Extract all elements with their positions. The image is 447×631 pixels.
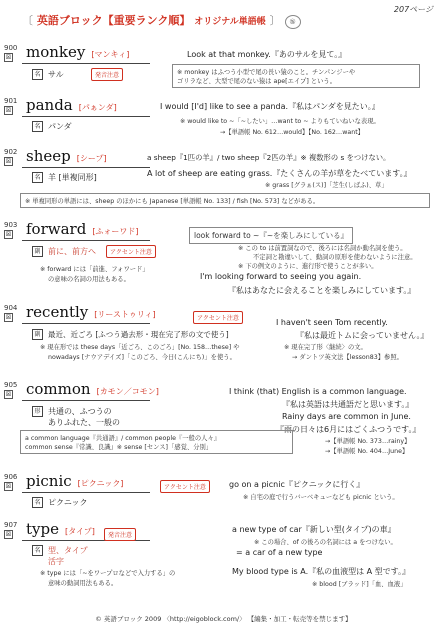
pronunciation-badge: 発音注意 [104,528,136,541]
part-of-speech: 副 [32,329,43,340]
accent-badge: アクセント注意 [106,245,156,258]
example-sentence: I think (that) English is a common language. [229,387,407,396]
entry-number: 905 [4,381,18,389]
example-sentence: I'm looking forward to seeing you again. [200,272,362,281]
note: ※ blood [ブラッド]「血、血液」 [312,581,407,588]
entry-number: 906 [4,473,18,481]
divider [22,400,150,401]
note: ※ would like to ~「~したい」…want to ~ よりもていねいな表現。 [180,118,380,125]
entry-number: 903 [4,221,18,229]
part-of-speech: 形 [32,406,43,417]
example-sentence: I would [I'd] like to see a panda.『私はパンダを見たい。』 [160,102,380,111]
note: ※ forward には「前進、フォワード」 [40,266,149,273]
page-number: 207ページ [393,5,433,14]
checkbox[interactable]: ☒ [5,158,12,165]
meaning: 活字 [48,557,64,566]
header-subtitle: オリジナル単語帳 [194,17,266,27]
checkbox[interactable]: ☒ [5,314,12,321]
divider [22,63,150,64]
example-sentence: Rainy days are common in June. [282,412,411,421]
meaning: サル [48,70,64,79]
meaning: 共通の、ふつうの [48,407,112,416]
part-of-speech: 名 [32,121,43,132]
note-box: ※ monkey はふつう小型で尾の長い猿のこと。チンパンジーや ゴリラなど、大型で尾のない猿は ape[エイプ] という。 [172,64,420,88]
note: ※ 現在完了形〈継続〉の文。 [284,344,367,351]
headword: forward [ふォーワド] [26,220,139,238]
page-header: 〔 英語ブロック【重要ランク順】 オリジナル単語帳 〕 ⑤ [22,12,432,30]
divider [22,167,150,168]
note: →【単語帳 No. 373…rainy】 [325,438,411,445]
entry-number: 902 [4,148,18,156]
example-sentence: A lot of sheep are eating grass.『たくさんの羊が草をたべています。』 [147,169,412,178]
divider [22,492,150,493]
meaning: ありふれた、一般の [48,418,120,427]
entry-number: 907 [4,521,18,529]
meaning: 羊 [単複同形] [48,173,97,182]
note: ※ 現在形では these days「近ごろ、このごろ」[No. 158…these] や [40,344,240,351]
phrase-box: look forward to ~『~を楽しみにしている』 [189,227,353,244]
header-title: 英語ブロック【重要ランク順】 [36,14,191,27]
part-of-speech: 名 [32,497,43,508]
example-sentence: = a car of a new type [236,548,323,557]
note: 意味の動詞用法もある。 [48,580,118,587]
note: ※ 自宅の庭で行うバーベキューなども picnic という。 [243,494,399,501]
note: → ダントツ英文法【lesson83】参照。 [292,354,403,361]
note: →【単語帳 No. 404…June】 [325,448,409,455]
checkbox[interactable]: ☒ [5,231,12,238]
footer: © 英語ブロック 2009 〈http://eigoblock.com/〉 【編集・加工・転売等を禁じます】 [95,615,352,623]
accent-badge: アクセント注意 [193,311,243,324]
checkbox[interactable]: ☒ [5,531,12,538]
note: →【単語帳 No. 612…would】【No. 162…want】 [220,129,364,136]
note: ※ この場合、of の後ろの名詞には a をつけない。 [254,539,397,546]
entry-number: 904 [4,304,18,312]
example-translation: 『私はあなたに会えることを楽しみにしています。』 [228,286,416,295]
divider [22,240,150,241]
example-sentence: I haven't seen Tom recently. [276,318,388,327]
headword: type [タイプ] [26,520,95,538]
entry-number: 901 [4,97,18,105]
example-sentence: My blood type is A.『私の血液型は A 型です。』 [232,567,411,576]
divider [22,323,150,324]
note: ※ type には「~をワープロなどで入力する」の [40,570,176,577]
example-sentence: a new type of car『新しい型(タイプ)の車』 [232,525,396,534]
note: ※ grass [グラぁ(ス)]「芝生(しばふ)、草」 [265,182,388,189]
note-box: a common language『共通語』/ common people『一般の人々』 common sense『常識、良識』※ sense [センス]「感覚、分別」 [20,430,293,454]
headword: picnic [ピクニック] [26,472,124,490]
note: の意味の名詞の用法もある。 [48,276,130,283]
checkbox[interactable]: ☒ [5,483,12,490]
note-box: ※ 単複同形の単語には、sheep のほかにも Japanese [単語帳 No. 133] / fish [No. 573] などがある。 [20,193,430,208]
example-translation: 『雨の日々は6月にはごくふつうです。』 [276,425,421,434]
note: nowadays [ナウアデイズ]「このごろ、今日(こんにち)」を使う。 [48,354,236,361]
example-sentence: go on a picnic『ピクニックに行く』 [229,480,365,489]
headword: sheep [シープ] [26,147,107,165]
note: 不定詞と勘違いして、動詞の原形を使わないように注意。 [253,254,417,261]
entry-number: 900 [4,44,18,52]
headword: common [カモン／コモン] [26,380,159,398]
page-circle-number: ⑤ [285,15,301,29]
example-sentence: a sheep『1匹の羊』/ two sheep『2匹の羊』※ 複数形の s をつけない。 [147,153,391,162]
divider [22,116,150,117]
headword: recently [リーストゥリィ] [26,303,156,321]
meaning: 最近、近ごろ [ふつう過去形・現在完了形の文で使う] [48,330,229,339]
meaning: 型、タイプ [48,546,88,555]
example-sentence: Look at that monkey.『あのサルを見て。』 [187,50,347,59]
part-of-speech: 副 [32,246,43,257]
checkbox[interactable]: ☒ [5,54,12,61]
example-translation: 『私は英語は共通語だと思います。』 [282,400,414,409]
headword: monkey [マンキィ] [26,43,130,61]
checkbox[interactable]: ☒ [5,107,12,114]
meaning: ピクニック [48,498,88,507]
headword: panda [パぁンダ] [26,96,117,114]
note: ※ この to は前置詞なので、後ろには名詞か動名詞を使う。 [238,245,407,252]
checkbox[interactable]: ☒ [5,391,12,398]
meaning: 前に、前方へ [48,247,96,256]
meaning: パンダ [48,122,72,131]
part-of-speech: 名 [32,172,43,183]
pronunciation-badge: 発音注意 [91,68,123,81]
part-of-speech: 名 [32,69,43,80]
note: ※ 下の例文のように、進行形で使うことが多い。 [238,263,378,270]
accent-badge: アクセント注意 [160,480,210,493]
example-translation: 『私は最近トムに会っていません。』 [296,331,429,340]
part-of-speech: 名 [32,545,43,556]
